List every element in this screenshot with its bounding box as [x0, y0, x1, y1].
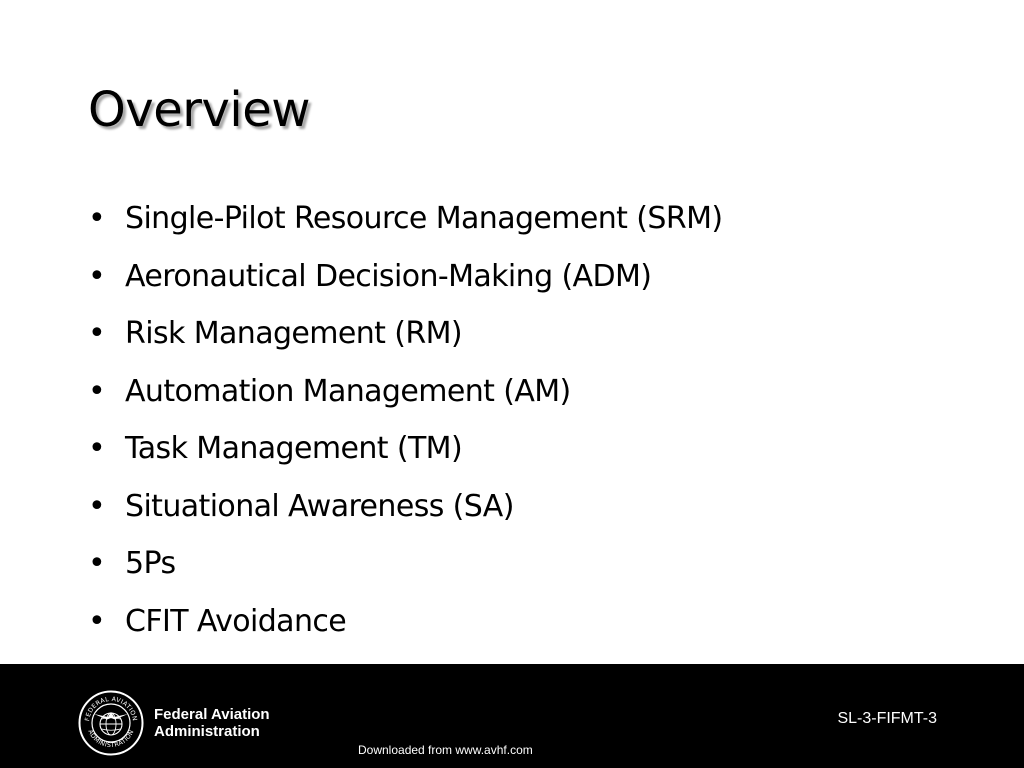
- bullet-text: Situational Awareness (SA): [125, 488, 514, 524]
- bullet-icon: •: [88, 431, 106, 466]
- bullet-icon: •: [88, 603, 106, 639]
- bullet-icon: •: [88, 373, 106, 409]
- bullet-text: Single-Pilot Resource Management (SRM): [125, 201, 723, 236]
- bullet-text: Automation Management (AM): [125, 373, 571, 409]
- slide-title: Overview: [88, 82, 310, 138]
- svg-text:ADMINISTRATION: ADMINISTRATION: [86, 728, 136, 750]
- bullet-icon: •: [88, 316, 106, 351]
- agency-name-line1: Federal Aviation: [154, 706, 270, 723]
- bullet-icon: •: [88, 546, 106, 581]
- faa-seal-icon: [78, 690, 144, 756]
- bullet-text: 5Ps: [125, 546, 176, 581]
- agency-name: [154, 706, 270, 740]
- bullet-text: CFIT Avoidance: [125, 603, 347, 639]
- bullet-text: Aeronautical Decision-Making (ADM): [125, 258, 652, 294]
- bullet-icon: •: [88, 258, 106, 294]
- footer-bar: [0, 664, 1024, 768]
- agency-name-line2: Administration: [154, 723, 260, 740]
- bullet-text: Risk Management (RM): [125, 316, 463, 351]
- bullet-icon: •: [88, 201, 106, 236]
- svg-text:FEDERAL AVIATION: FEDERAL AVIATION: [84, 695, 138, 722]
- slide-id: SL-3-FIFMT-3: [837, 710, 937, 727]
- download-source-text: Downloaded from www.avhf.com: [358, 743, 533, 757]
- bullet-text: Task Management (TM): [125, 431, 463, 466]
- bullet-icon: •: [88, 488, 106, 524]
